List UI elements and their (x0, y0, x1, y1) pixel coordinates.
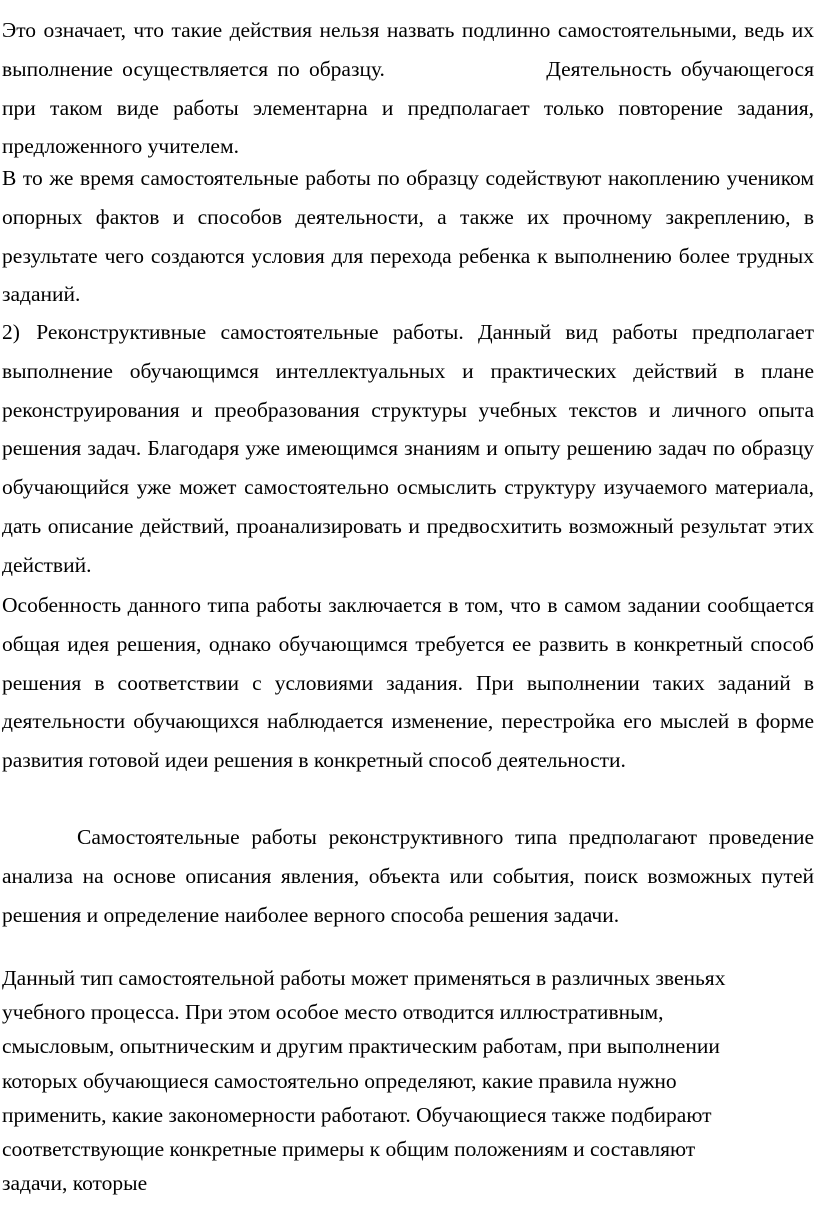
paragraph-reconstructive-work (2, 313, 814, 585)
paragraph-text-a: Это означает, что такие действия нельзя назвать подлинно самостоятельными, ведь их выполнение осуществляется по образцу. (2, 18, 814, 81)
paragraph-application: Данный тип самостоятельной работы может применяться в различных звеньях учебного процесса. При этом особое место отводится иллюстративным, смысловым, опытническим и другим практическим работам, при выполнении которых обучающиеся самостоятельно определяют, какие правила нужно применить, какие закономерности работают. Обучающиеся также подбирают соответствующие конкретные примеры к общим положениям и составляют задачи, которые (2, 966, 726, 1196)
list-number: 2) (2, 320, 20, 344)
paragraph-text: Реконструктивные самостоятельные работы. Данный вид работы предполагает выполнение обучающимся интеллектуальных и практических действий в плане реконструирования и преобразования структуры учебных текстов и личного опыта решения задач. Благодаря уже имеющимся знаниям и опыту решению задач по образцу обучающийся уже может самостоятельно осмыслить структуру изучаемого материала, дать описание действий, проанализировать и предвосхитить возможный результат этих действий. (2, 320, 814, 577)
paragraph-imitative-work (2, 11, 814, 166)
paragraph-reconstructive-analysis: Самостоятельные работы реконструктивного типа предполагают проведение анализа на основе описания явления, объекта или события, поиск возможных путей решения и определение наиболее верного способа решения задачи. (2, 825, 814, 927)
paragraph-work-feature: Особенность данного типа работы заключается в том, что в самом задании сообщается общая идея решения, однако обучающимся требуется ее развить в конкретный способ решения в соответствии с условиями задания. При выполнении таких заданий в деятельности обучающихся наблюдается изменение, перестройка его мыслей в форме развития готовой идеи решения в конкретный способ деятельности. (2, 593, 814, 773)
paragraph-text-b: Деятельность обучающегося при таком виде работы элементарна и предполагает только повторение задания, предложенного учителем. (2, 56, 814, 159)
paragraph-sample-work-benefits: В то же время самостоятельные работы по образцу содействуют накоплению учеником опорных фактов и способов деятельности, а также их прочному закреплению, в результате чего создаются условия для перехода ребенка к выполнению более трудных заданий. (2, 166, 814, 307)
